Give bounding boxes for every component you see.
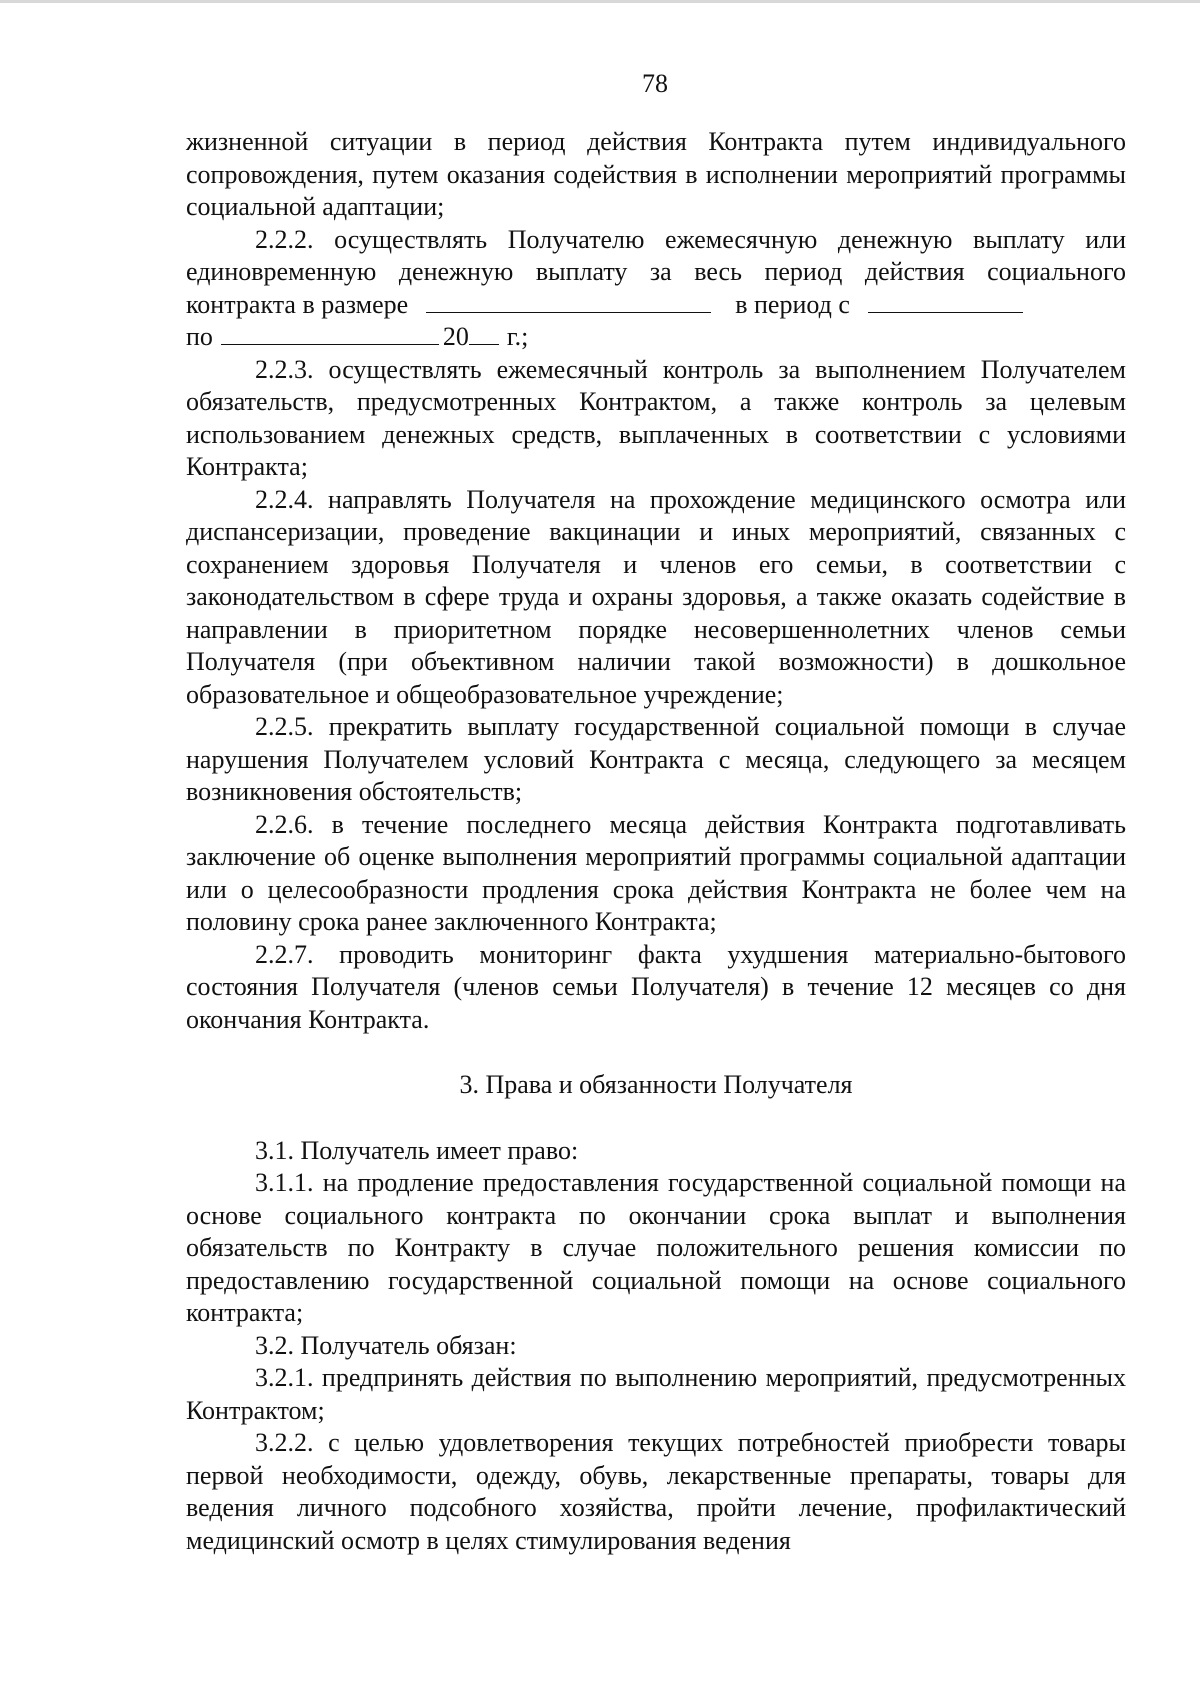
paragraph-3-2-1: 3.2.1. предпринять действия по выполнению мероприятий, предусмотренных Контрактом; [186, 1363, 1126, 1425]
paragraph-continuation: жизненной ситуации в период действия Контракта путем индивидуального сопровождения, путем оказания содействия в исполнении мероприятий программы социальной адаптации; [186, 127, 1126, 221]
paragraph-2-2-2 [186, 224, 1126, 354]
paragraph-2-2-3: 2.2.3. осуществлять ежемесячный контроль за выполнением Получателем обязательств, предусмотренных Контрактом, а также контроль за целевым использованием денежных средств, выплаченных в соответствии с условиями Контракта; [186, 354, 1126, 481]
blank-date-from-field [868, 290, 1023, 313]
page-number: 78 [642, 69, 668, 98]
paragraph-2-2-5: 2.2.5. прекратить выплату государственной социальной помощи в случае нарушения Получателем условий Контракта с месяца, следующего за месяцем возникновения обстоятельств; [186, 712, 1126, 806]
paragraph-3-1-1: 3.1.1. на продление предоставления государственной социальной помощи на основе социального контракта по окончании срока выплат и выполнения обязательств по Контракту в случае положительного решения комиссии по предоставлению государственной социальной помощи на основе социального контракта; [186, 1168, 1126, 1327]
blank-date-to-field [221, 322, 439, 345]
paragraph-2-2-2-text: 2.2.2. осуществлять Получателю ежемесячную денежную выплату или единовременную денежную выплату за весь период действия социального контракта в размере [186, 224, 1126, 319]
paragraph-2-2-7: 2.2.7. проводить мониторинг факта ухудшения материально-бытового состояния Получателя (членов семьи Получателя) в течение 12 месяцев со дня окончания Контракта. [186, 939, 1126, 1034]
scan-top-edge [0, 0, 1200, 3]
paragraph-2-2-6: 2.2.6. в течение последнего месяца действия Контракта подготавливать заключение об оценке выполнения мероприятий программы социальной адаптации или о целесообразности продления срока действия Контракта не более чем на половину срока ранее заключенного Контракта; [186, 809, 1126, 936]
blank-amount-field [426, 290, 711, 313]
paragraph-3-1: 3.1. Получатель имеет право: [255, 1135, 579, 1165]
year-suffix: г.; [506, 322, 529, 351]
period-to-label: по [186, 322, 213, 351]
period-from-label: в период с [735, 289, 850, 319]
document-body [186, 126, 1126, 1557]
blank-year-field [469, 322, 499, 345]
paragraph-3-2: 3.2. Получатель обязан: [255, 1330, 517, 1360]
paragraph-3-2-2: 3.2.2. с целью удовлетворения текущих потребностей приобрести товары первой необходимости, одежду, обувь, лекарственные препараты, товары для ведения личного подсобного хозяйства, пройти лечение, профилактический медицинский осмотр в целях стимулирования ведения [186, 1428, 1126, 1555]
year-prefix: 20 [442, 322, 469, 351]
section-heading: 3. Права и обязанности Получателя [459, 1070, 853, 1099]
paragraph-2-2-4: 2.2.4. направлять Получателя на прохождение медицинского осмотра или диспансеризации, проведение вакцинации и иных мероприятий, связанных с сохранением здоровья Получателя и членов его семьи, в соответствии с законодательством в сфере труда и охраны здоровья, а также оказать содействие в направлении в приоритетном порядке несовершеннолетних членов семьи Получателя (при объективном наличии такой возможности) в дошкольное образовательное и общеобразовательное учреждение; [186, 484, 1126, 709]
